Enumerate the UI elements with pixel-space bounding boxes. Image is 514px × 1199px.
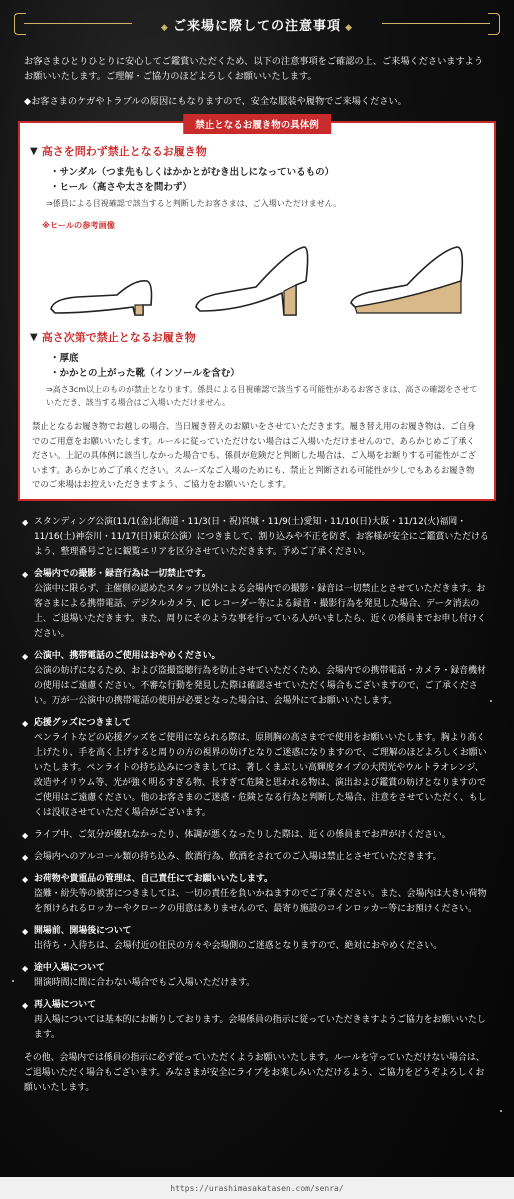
list-item [22,961,492,991]
item-body: ライブ中、ご気分が優れなかったり、体調が悪くなったりした際は、近くの係員までお声がけください。 [34,830,451,840]
list-item [22,515,492,560]
header-rule-right [382,23,490,24]
item-heading: お荷物や貴重品の管理は、自己責任にてお願いいたします。 [34,874,273,884]
intro-section [14,54,500,109]
diamond-bullet-icon: ◆ [22,719,29,728]
list-item [22,716,492,821]
diamond-bullet-icon: ◆ [22,1001,29,1010]
diamond-bullet-icon: ◆ [22,964,29,973]
closing-text: その他、会場内では係員の指示に必ず従っていただくようお願いいたします。ルールを守っていただけない場合は、ご退場いただく場合もございます。みなさまが安全にライブをお楽しみいただけるよう、ご協力をどうぞよろしくお願いいたします。 [24,1053,485,1093]
conditional-item-list [30,351,484,381]
heel-reference-label: ※ヒールの参考画像 [42,220,115,230]
list-item: ・ヒール（高さや太さを問わず） [50,182,192,193]
notice-list [14,515,500,1043]
section-note: ⇒係員による目視確認で該当すると判断したお客さまは、ご入場いただけません。 [46,199,342,208]
page-header [14,10,500,38]
footer-bar [0,1177,514,1199]
list-item: ・厚底 [50,353,79,364]
list-item [22,828,492,843]
list-item: ・かかとの上がった靴（インソールを含む） [50,368,240,379]
footwear-box-label: 禁止となるお履き物の具体例 [183,114,331,134]
block-heel-shoe-icon [192,241,312,317]
list-item [22,924,492,954]
section-heading-always-banned [30,143,484,159]
diamond-bullet-icon: ◆ [22,518,29,527]
item-body: 盗難・紛失等の被害につきましては、一切の責任を負いかねますのでご了承ください。また、会場内は大きい荷物を預けられるロッカーやクロークの用意はありませんので、最寄り施設のコインロッカー等にお預けください。 [34,889,487,914]
list-item [22,872,492,917]
diamond-bullet-icon: ◆ [22,831,29,840]
diamond-bullet-icon: ◆ [22,570,29,579]
item-heading: 応援グッズにつきまして [34,718,132,728]
diamond-bullet-icon: ◆ [22,927,29,936]
diamond-bullet-icon: ◆ [22,652,29,661]
intro-paragraph: お客さまひとりひとりに安心してご鑑賞いただくため、以下の注意事項をご確認の上、ご来場くださいますようお願いいたします。ご理解・ご協力のほどよろしくお願いいたします。 [24,56,484,82]
item-heading: 再入場について [34,1000,96,1010]
header-ornament-right [488,13,500,35]
list-item: ・サンダル（つま先もしくはかかとがむき出しになっているもの） [50,167,335,178]
footwear-rules-box [18,121,496,501]
footwear-policy-text: 禁止となるお履き物でお越しの場合、当日履き替えのお願いをさせていただきます。履き替え用のお履き物は、ご自身でのご用意をお願いいたします。ルールに従っていただけない場合はご入場いただけませんので、あらかじめご了承ください。上記の具体例に該当しなかった場合でも、係員が危険だと判断した場合は、ご入場をお断りする可能性がございます。あらかじめご了承ください。スムーズなご入場のためにも、禁止と判断される可能性が少しでもあるお履き物でのご来場はお控えいただきますよう、ご協力をお願いいたします。 [32,421,476,489]
item-heading: 公演中、携帯電話のご使用はおやめください。 [34,651,221,661]
section-title: 高さを問わず禁止となるお履き物 [41,145,207,158]
list-item [22,567,492,642]
item-body: スタンディング公演(11/1(金)北海道・11/3(日・祝)宮城・11/9(土)愛知・11/10(日)大阪・11/12(火)福岡・11/16(土)神奈川・11/17(日)東京公演）につきまして、割り込みや不正を防ぎ、お客様が安全にご鑑賞いただけるよう、整理番号ごとに観覧エリアを区分させていただきます。予めご了承ください。 [34,517,489,557]
list-item [22,649,492,709]
item-heading: 開場前、開場後について [34,926,132,936]
item-body: 出待ち・入待ちは、会場付近の住民の方々や会場側のご迷惑となりますので、絶対におやめください。 [34,941,443,951]
low-heel-shoe-icon [47,269,157,317]
wedge-heel-shoe-icon [347,241,467,317]
item-body: 再入場については基本的にお断りしております。会場係員の指示に従っていただきますようご協力をお願いいたします。 [34,1015,486,1040]
triangle-down-icon: ▼ [30,145,38,157]
item-body: 開演時間に間に合わない場合でもご入場いただけます。 [34,978,256,988]
item-body: 公演中に限らず、主催側の認めたスタッフ以外による会場内での撮影・録音は一切禁止とさせていただきます。お客さまによる携帯電話、デジタルカメラ、IC レコーダー等による録音・撮影行為を発見した場合、データ消去の上、ご退場いただきます。また、周りにそのような事を行っている人がいましたら、近くの係員までお申し付けください。 [34,584,486,639]
diamond-bullet-icon: ◆ [22,853,29,862]
heel-reference-images [30,235,484,317]
section-title: 高さ次第で禁止となるお履き物 [41,331,196,344]
list-item [22,850,492,865]
diamond-bullet-icon: ◆ [22,875,29,884]
section-note: ⇒高さ3cm以上のものが禁止となります。係員による目視確認で該当する可能性があるお客さまは、高さの確認をさせていただき、該当する場合はご入場いただけません。 [46,385,478,407]
sparkle [500,1110,502,1112]
list-item [22,998,492,1043]
banned-item-list [30,165,484,195]
item-heading: 会場内での撮影・録音行為は一切禁止です。 [34,569,211,579]
footer-url-link[interactable]: https://urashimasakatasen.com/senra/ [170,1183,344,1193]
item-body: 会場内へのアルコール類の持ち込み、飲酒行為、飲酒をされてのご入場は禁止とさせていただきます。 [34,852,442,862]
intro-safety-note: ◆お客さまのケガやトラブルの原因にもなりますので、安全な服装や履物でご来場ください。 [24,96,407,107]
triangle-down-icon: ▼ [30,331,38,343]
header-ornament-left [14,13,26,35]
notice-page [14,10,500,1096]
item-body: ペンライトなどの応援グッズをご使用になられる際は、原則胸の高さまでで使用をお願いいたします。胸より高く上げたり、手を高く上げすると周りの方の視界の妨げとなりご迷惑になりますので、ご理解のほどよろしくお願いいたします。ペンライトの持ち込みにつきましては、著しくまぶしい高輝度タイプの大閃光やウルトラオレンジ、改造サイリウム等、光が強く明るすぎる物、長すぎて危険と思われる物は、演出および鑑賞の妨げとなりますのでご使用はご遠慮ください。他のお客さまのご迷惑・危険となる行為と判断した場合、注意をさせていただく、もしくは没収させていただく場合がございます。 [34,733,487,818]
page-title: ◆ ご来場に際しての注意事項 ◆ [155,15,359,34]
item-heading: 途中入場について [34,963,105,973]
item-body: 公演の妨げになるため、および盗撮盗聴行為を防止させていただくため、会場内での携帯電話・カメラ・録音機材の使用はご遠慮ください。不審な行動を発見した際は確認させていただく場合もございますので、ご了承ください。万が一公演中の携帯電話の使用が必要となった場合は、会場外にてお願いいたします。 [34,666,486,706]
section-heading-height-dependent [30,329,484,345]
header-rule-left [24,23,132,24]
